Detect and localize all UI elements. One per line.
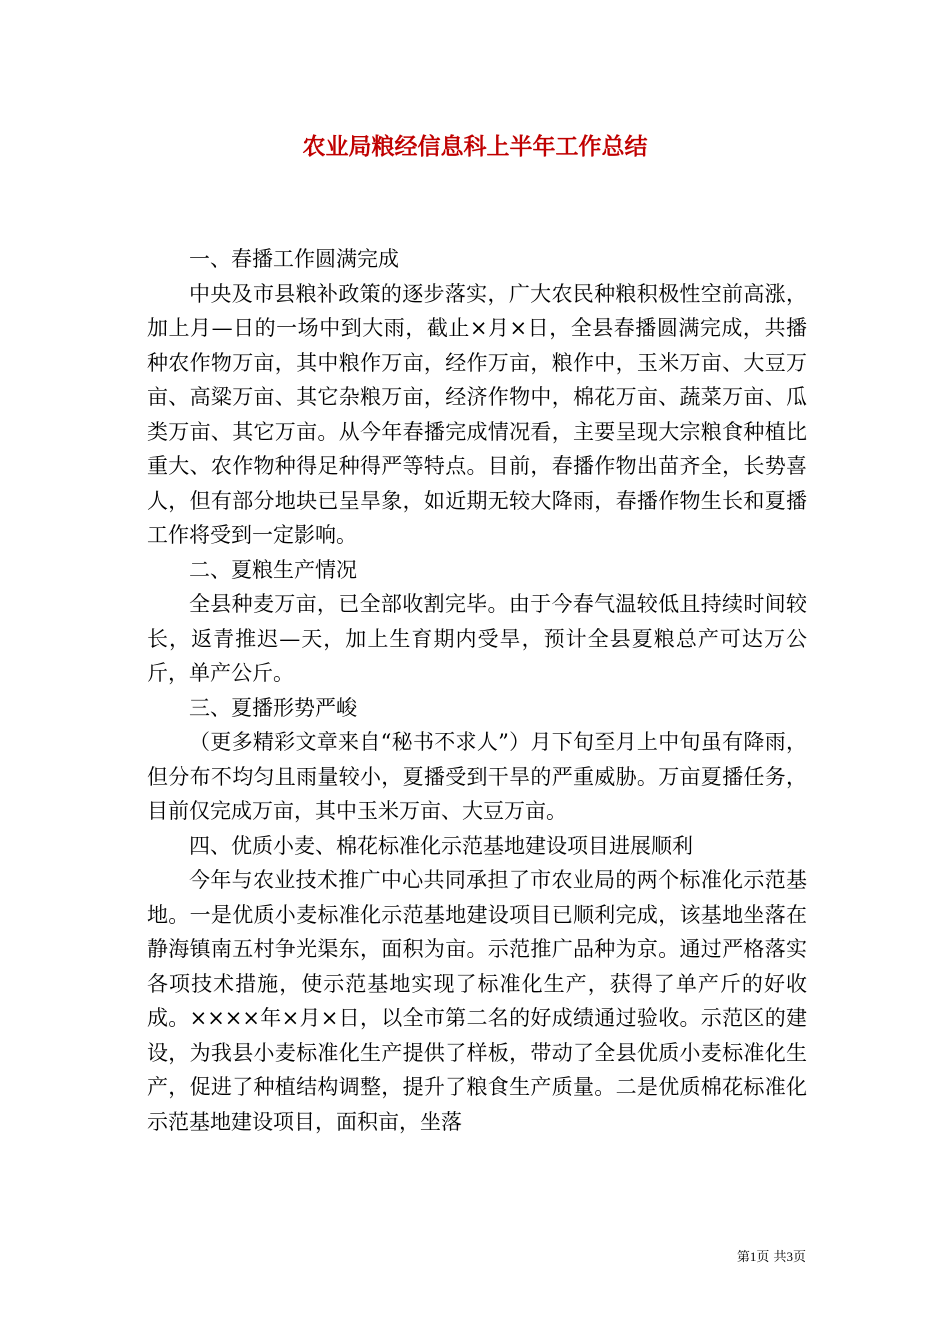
document-title: 农业局粮经信息科上半年工作总结 bbox=[302, 133, 648, 160]
footer-prefix: 第 bbox=[736, 1250, 750, 1265]
section-paragraph: （更多精彩文章来自“秘书不求人”）月下旬至月上中旬虽有降雨，但分布不均匀且雨量较小，夏播受到干旱的严重威胁。万亩夏播任务，目前仅完成万亩，其中玉米万亩、大豆万亩。 bbox=[147, 730, 807, 823]
footer-suffix: 页 bbox=[792, 1250, 806, 1265]
section-heading: 二、夏粮生产情况 bbox=[189, 557, 357, 582]
section-paragraph: 全县种麦万亩，已全部收割完毕。由于今春气温较低且持续时间较长，返青推迟—天，加上生育期内受旱，预计全县夏粮总产可达万公斤，单产公斤。 bbox=[147, 592, 807, 685]
section-paragraph: 今年与农业技术推广中心共同承担了市农业局的两个标准化示范基地。一是优质小麦标准化示范基地建设项目已顺利完成，该基地坐落在静海镇南五村争光渠东，面积为亩。示范推广品种为京。通过严格落实各项技术措施，使示范基地实现了标准化生产，获得了单产斤的好收成。××××年×月×日，以全市第二名的好成绩通过验收。示范区的建设，为我县小麦标准化生产提供了样板，带动了全县优质小麦标准化生产，促进了种植结构调整，提升了粮食生产质量。二是优质棉花标准化示范基地建设项目，面积亩，坐落 bbox=[147, 868, 807, 1134]
footer-middle: 页 共 bbox=[756, 1250, 787, 1265]
document-body bbox=[147, 242, 807, 1139]
section-paragraph: 中央及市县粮补政策的逐步落实，广大农民种粮积极性空前高涨，加上月—日的一场中到大雨，截止×月×日，全县春播圆满完成，共播种农作物万亩，其中粮作万亩，经作万亩，粮作中，玉米万亩、大豆万亩、高粱万亩、其它杂粮万亩，经济作物中，棉花万亩、蔬菜万亩、瓜类万亩、其它万亩。从今年春播完成情况看，主要呈现大宗粮食种植比重大、农作物种得足种得严等特点。目前，春播作物出苗齐全，长势喜人，但有部分地块已呈旱象，如近期无较大降雨，春播作物生长和夏播工作将受到一定影响。 bbox=[147, 281, 807, 547]
section-heading: 四、优质小麦、棉花标准化示范基地建设项目进展顺利 bbox=[189, 833, 693, 858]
total-pages-number: 3 bbox=[786, 1249, 793, 1264]
section-heading: 一、春播工作圆满完成 bbox=[189, 247, 399, 271]
section-heading: 三、夏播形势严峻 bbox=[189, 695, 357, 720]
current-page-number: 1 bbox=[749, 1249, 757, 1264]
page-number-footer bbox=[0, 1248, 806, 1267]
